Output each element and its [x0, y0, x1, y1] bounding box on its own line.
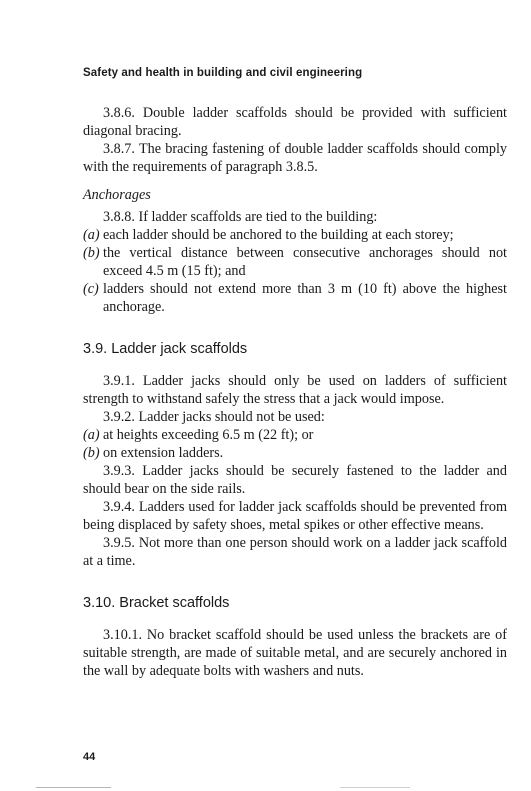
- subheading-anchorages: Anchorages: [83, 187, 151, 203]
- list-item-text: each ladder should be anchored to the building at each storey;: [103, 227, 454, 243]
- paragraph-3-9-2: 3.9.2. Ladder jacks should not be used:: [103, 409, 325, 425]
- list-item-text: the vertical distance between consecutive anchorages should not exceed 4.5 m (15 ft); and: [103, 245, 507, 279]
- list-marker: (a): [83, 227, 100, 243]
- list-marker: (b): [83, 245, 100, 261]
- paragraph-3-9-5: 3.9.5. Not more than one person should work on a ladder jack scaffold at a time.: [83, 535, 507, 569]
- paragraph-3-8-6: 3.8.6. Double ladder scaffolds should be provided with sufficient diagonal bracing.: [83, 105, 507, 139]
- list-item: [83, 426, 507, 444]
- list-item: [83, 244, 507, 280]
- paragraph-3-9-4: 3.9.4. Ladders used for ladder jack scaffolds should be prevented from being displaced by safety shoes, metal spikes or other effective means.: [83, 499, 507, 533]
- scan-edge-line: [36, 787, 111, 788]
- scan-edge-line: [340, 787, 410, 788]
- paragraph-3-8-8: 3.8.8. If ladder scaffolds are tied to the building:: [103, 209, 378, 225]
- section-heading-3-9: 3.9. Ladder jack scaffolds: [83, 341, 248, 357]
- list-item: [83, 226, 507, 244]
- body-text: [83, 104, 507, 680]
- list-item-text: at heights exceeding 6.5 m (22 ft); or: [103, 427, 314, 443]
- paragraph-3-8-7: 3.8.7. The bracing fastening of double ladder scaffolds should comply with the requirements of paragraph 3.8.5.: [83, 141, 507, 175]
- paragraph-3-10-1: 3.10.1. No bracket scaffold should be used unless the brackets are of suitable strength, are made of suitable metal, and are securely anchored in the wall by adequate bolts with washers and nuts.: [83, 627, 507, 679]
- list-item-text: on extension ladders.: [103, 445, 224, 461]
- list-marker: (b): [83, 445, 100, 461]
- paragraph-3-9-1: 3.9.1. Ladder jacks should only be used on ladders of sufficient strength to withstand safely the stress that a jack would impose.: [83, 373, 507, 407]
- page-number: 44: [83, 751, 96, 763]
- list-marker: (c): [83, 281, 99, 297]
- list-marker: (a): [83, 427, 100, 443]
- section-heading-3-10: 3.10. Bracket scaffolds: [83, 595, 230, 611]
- list-item: [83, 444, 507, 462]
- list-item-text: ladders should not extend more than 3 m (10 ft) above the highest anchorage.: [103, 281, 507, 315]
- paragraph-3-9-3: 3.9.3. Ladder jacks should be securely fastened to the ladder and should bear on the side rails.: [83, 463, 507, 497]
- list-item: [83, 280, 507, 316]
- running-head: Safety and health in building and civil engineering: [83, 67, 363, 79]
